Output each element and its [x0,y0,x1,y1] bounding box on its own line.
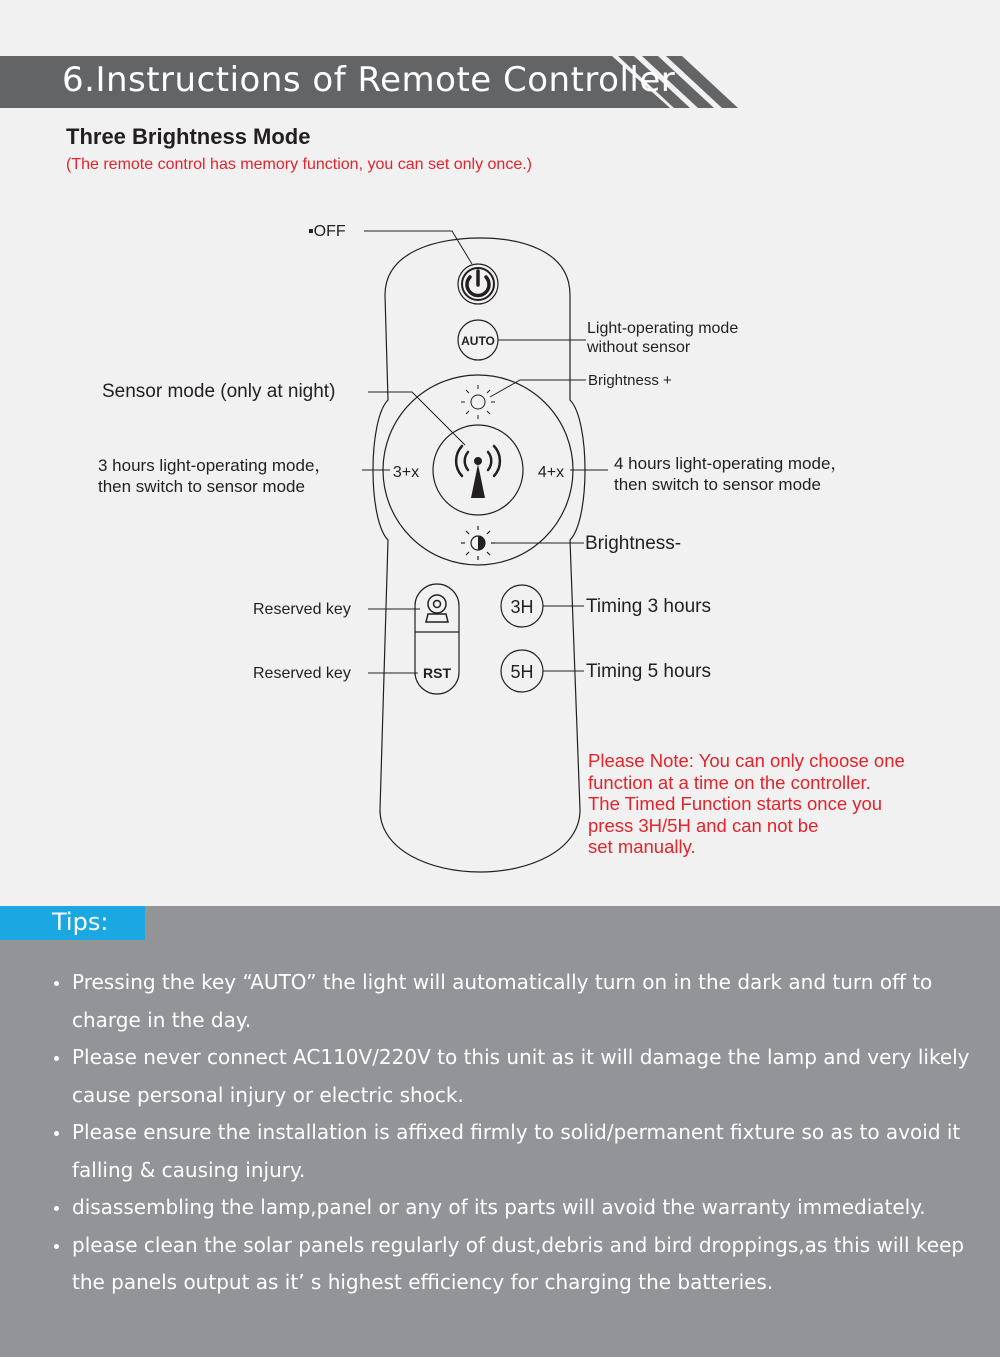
left-key-label: 3+x [392,464,420,481]
auto-key-label: AUTO [461,334,495,348]
rst-key-label: RST [423,665,451,681]
list-item: disassembling the lamp,panel or any of its parts will avoid the warranty immediately. [52,1189,972,1227]
note-line: function at a time on the controller. [588,771,871,793]
tips-title: Tips: [0,906,145,940]
auto-label-line1: Light-operating mode [587,320,739,337]
right-mode-label-line1: 4 hours light-operating mode， [614,454,848,473]
section-title: Three Brightness Mode [66,124,311,149]
list-item: Please never connect AC110V/220V to this unit as it will damage the lamp and very likely cause personal injury or electric shock. [52,1039,972,1114]
page-title: 6.Instructions of Remote Controller [62,60,676,100]
reserved-key-label-2: Reserved key [253,665,351,682]
key-3h-label: 3H [510,597,534,617]
please-note [588,750,968,858]
sensor-mode-label: Sensor mode (only at night) [102,381,336,402]
key-5h-label: 5H [510,662,534,682]
timing-3-label: Timing 3 hours [586,596,711,617]
left-mode-label-line1: 3 hours light-operating mode， [98,456,332,475]
brightness-plus-icon [461,385,495,419]
power-icon [467,271,489,296]
tips-list [52,964,972,1302]
power-off-label: ▪OFF [308,223,346,240]
list-item: Pressing the key “AUTO” the light will automatically turn on in the dark and turn off to charge in the day. [52,964,972,1039]
list-item: please clean the solar panels regularly of dust,debris and bird droppings,as this will keep the panels output as it’ s highest efficiency for charging the batteries. [52,1227,972,1302]
section-subtitle: (The remote control has memory function, you can set only once.) [66,156,532,173]
reserved-key-icon [426,595,448,622]
note-line: The Timed Function starts once you [588,793,883,814]
note-line: set manually. [588,836,696,857]
timing-5-label: Timing 5 hours [586,661,711,682]
brightness-plus-label: Brightness + [588,372,672,389]
brightness-minus-label: Brightness- [585,533,682,554]
left-mode-label-line2: then switch to sensor mode [98,477,305,496]
note-line: press 3H/5H and can not be [588,814,819,836]
note-line: Please Note: You can only choose one [588,750,905,771]
right-mode-label-line2: then switch to sensor mode [614,475,821,494]
auto-label-line2: without sensor [587,339,691,356]
list-item: Please ensure the installation is affixed firmly to solid/permanent fixture so as to avoid it falling & causing injury. [52,1114,972,1189]
reserved-key-label-1: Reserved key [253,601,351,618]
right-key-label: 4+x [537,464,565,481]
